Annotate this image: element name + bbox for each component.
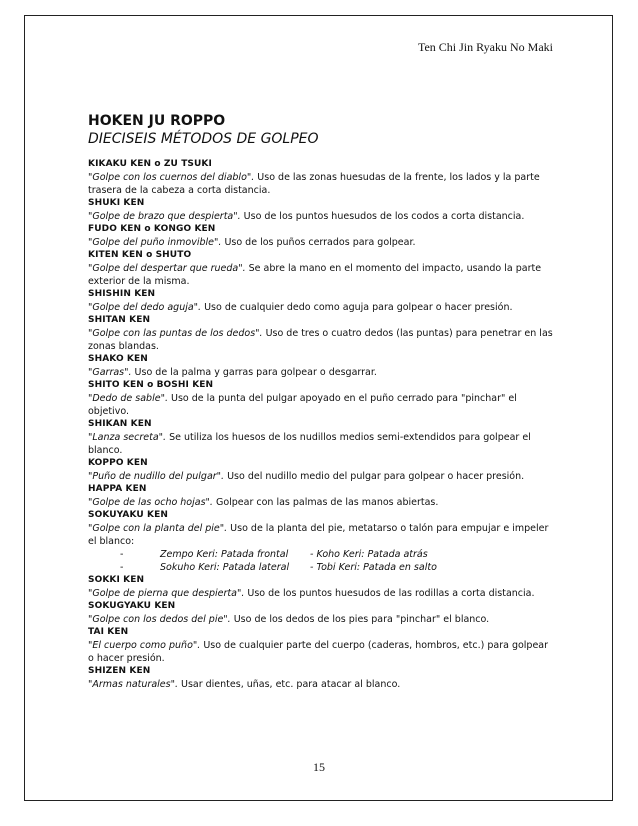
kick-bullet: - <box>120 549 124 560</box>
kick-bullet: - <box>120 562 124 573</box>
entry-quote: "Golpe de pierna que despierta". <box>88 588 245 599</box>
entry-quote: "Golpe del puño inmovible". <box>88 237 222 248</box>
entry-quote: "Lanza secreta". <box>88 432 167 443</box>
entry-description <box>88 678 556 691</box>
entry-description <box>88 496 556 509</box>
entry-text: Uso de las zonas huesudas de la frente, los lados y la parte trasera de la cabeza a corta distancia. <box>88 172 540 196</box>
entry-description <box>88 210 556 223</box>
entry-name: SOKUYAKU KEN <box>88 510 168 520</box>
entry-description <box>88 327 556 353</box>
entry-name: SHITAN KEN <box>88 315 151 325</box>
entry-description <box>88 262 556 288</box>
entry-description <box>88 613 556 626</box>
entry-quote: "Golpe con los dedos del pie". <box>88 614 231 625</box>
entry-name: HAPPA KEN <box>88 484 147 494</box>
entry-name: SHIKAN KEN <box>88 419 152 429</box>
entry-quote: "Armas naturales". <box>88 679 178 690</box>
entry-name: SHITO KEN o BOSHI KEN <box>88 380 214 390</box>
entry-list <box>88 158 556 691</box>
entry-quote: "Golpe con los cuernos del diablo". <box>88 172 255 183</box>
entry-description <box>88 301 556 314</box>
entry-quote: "Puño de nudillo del pulgar". <box>88 471 225 482</box>
entry-text: Uso del nudillo medio del pulgar para golpear o hacer presión. <box>224 471 525 482</box>
kick-row <box>88 561 556 574</box>
entry-text: Uso de los puntos huesudos de las rodillas a corta distancia. <box>244 588 535 599</box>
entry-text: Usar dientes, uñas, etc. para atacar al blanco. <box>177 679 401 690</box>
document-body <box>88 112 556 691</box>
entry-text: Uso de cualquier parte del cuerpo (caderas, hombros, etc.) para golpear o hacer presión. <box>88 640 549 664</box>
entry-quote: "Golpe con las puntas de los dedos". <box>88 328 263 339</box>
entry-text: Uso de tres o cuatro dedos (las puntas) para penetrar en las zonas blandas. <box>88 328 553 352</box>
entry-name: TAI KEN <box>88 627 129 637</box>
entry-text: Uso de la palma y garras para golpear o desgarrar. <box>131 367 377 378</box>
entry-quote: "Dedo de sable". <box>88 393 168 404</box>
entry-name: KITEN KEN o SHUTO <box>88 250 192 260</box>
entry-quote: "Golpe con la planta del pie". <box>88 523 228 534</box>
entry-quote: "Golpe del despertar que rueda". <box>88 263 246 274</box>
entry-text: Golpear con las palmas de las manos abiertas. <box>212 497 439 508</box>
kick-row <box>88 548 556 561</box>
entry-name: KOPPO KEN <box>88 458 148 468</box>
entry-description <box>88 431 556 457</box>
entry-quote: "Golpe del dedo aguja". <box>88 302 202 313</box>
entry-description <box>88 392 556 418</box>
kick-right: - Koho Keri: Patada atrás <box>310 549 428 560</box>
entry-quote: "Golpe de las ocho hojas". <box>88 497 213 508</box>
entry-text: Uso de la planta del pie, metatarso o talón para empujar e impeler el blanco: <box>88 523 549 547</box>
entry-text: Uso de los puntos huesudos de los codos a corta distancia. <box>240 211 525 222</box>
running-header: Ten Chi Jin Ryaku No Maki <box>417 40 553 54</box>
entry-name: SOKKI KEN <box>88 575 145 585</box>
entry-description <box>88 639 556 665</box>
entry-text: Se utiliza los huesos de los nudillos medios semi-extendidos para golpear el blanco. <box>88 432 531 456</box>
kick-list <box>88 548 556 574</box>
kick-left: Sokuho Keri: Patada lateral <box>160 562 290 573</box>
entry-text: Uso de los puños cerrados para golpear. <box>221 237 416 248</box>
entry-description <box>88 366 556 379</box>
entry-name: SHISHIN KEN <box>88 289 156 299</box>
entry-quote: "Golpe de brazo que despierta". <box>88 211 241 222</box>
entry-description <box>88 236 556 249</box>
entry-description <box>88 587 556 600</box>
entry-description <box>88 522 556 548</box>
entry-name: KIKAKU KEN o ZU TSUKI <box>88 159 212 169</box>
entry-name: FUDO KEN o KONGO KEN <box>88 224 216 234</box>
entry-quote: "Garras". <box>88 367 132 378</box>
kick-left: Zempo Keri: Patada frontal <box>160 549 289 560</box>
entry-description <box>88 470 556 483</box>
entry-text: Uso de los dedos de los pies para "pinchar" el blanco. <box>230 614 490 625</box>
entry-name: SHUKI KEN <box>88 198 145 208</box>
entry-text: Uso de la punta del pulgar apoyado en el puño cerrado para "pinchar" el objetivo. <box>88 393 517 417</box>
entry-quote: "El cuerpo como puño". <box>88 640 201 651</box>
entry-name: SHAKO KEN <box>88 354 148 364</box>
entry-text: Se abre la mano en el momento del impacto, usando la parte exterior de la misma. <box>88 263 542 287</box>
section-subtitle: DIECISEIS MÉTODOS DE GOLPEO <box>88 131 319 147</box>
page-number: 15 <box>313 760 325 774</box>
entry-description <box>88 171 556 197</box>
entry-name: SOKUGYAKU KEN <box>88 601 176 611</box>
kick-right: - Tobi Keri: Patada en salto <box>310 562 437 573</box>
section-title: HOKEN JU ROPPO <box>88 113 226 129</box>
entry-text: Uso de cualquier dedo como aguja para golpear o hacer presión. <box>201 302 513 313</box>
entry-name: SHIZEN KEN <box>88 666 151 676</box>
